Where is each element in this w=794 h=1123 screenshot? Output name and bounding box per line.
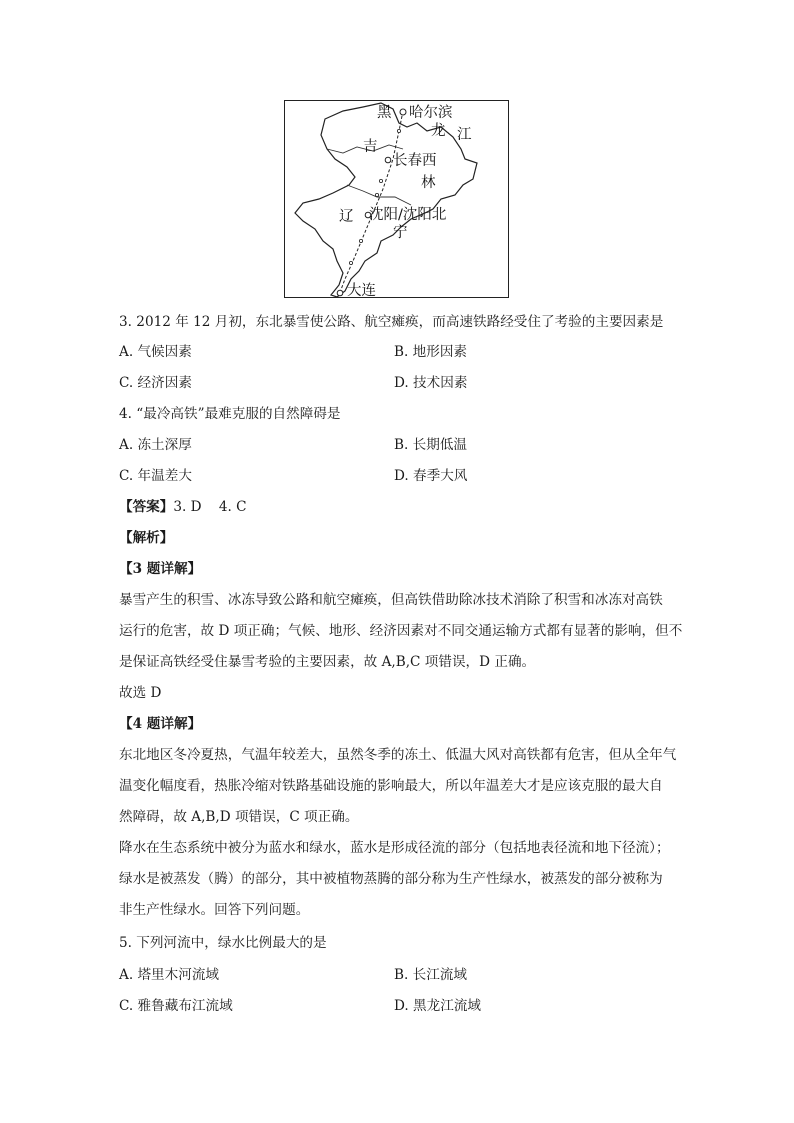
map-outline-svg bbox=[285, 101, 509, 298]
q4-detail-label: 【4 题详解】 bbox=[119, 716, 202, 732]
answer-line bbox=[119, 498, 247, 516]
q3-detail-line-2: 运行的危害，故 D 项正确；气候、地形、经济因素对不同交通运输方式都有显著的影响，但不 bbox=[119, 623, 683, 639]
q4-detail-line-3: 然障碍，故 A,B,D 项错误，C 项正确。 bbox=[119, 809, 359, 825]
answer-value: 3. D 4. C bbox=[173, 499, 247, 515]
railway-map bbox=[284, 100, 509, 298]
map-label-changchunxi: 长春西 bbox=[393, 153, 437, 169]
map-label-ji: 吉 bbox=[363, 139, 378, 155]
question-3-option-d[interactable]: D. 技术因素 bbox=[394, 375, 468, 391]
station-minor bbox=[379, 179, 382, 182]
q3-detail-line-1: 暴雪产生的积雪、冰冻导致公路和航空瘫痪，但高铁借助除冰技术消除了积雪和冰冻对高铁 bbox=[119, 592, 663, 608]
question-4-option-d[interactable]: D. 春季大风 bbox=[394, 468, 468, 484]
map-label-jiang: 江 bbox=[457, 127, 472, 143]
intro-line-3: 非生产性绿水。回答下列问题。 bbox=[119, 902, 310, 918]
question-3-stem: 3. 2012 年 12 月初，东北暴雪使公路、航空瘫痪，而高速铁路经受住了考验的主要因素是 bbox=[119, 314, 664, 330]
station-dalian bbox=[337, 290, 343, 296]
station-minor bbox=[349, 261, 352, 264]
question-5-option-b[interactable]: B. 长江流域 bbox=[394, 967, 468, 983]
map-label-lin: 林 bbox=[421, 175, 436, 191]
q4-detail-line-2: 温变化幅度看，热胀冷缩对铁路基础设施的影响最大，所以年温差大才是应该克服的最大自 bbox=[119, 778, 663, 794]
station-minor bbox=[397, 129, 400, 132]
question-3-option-a[interactable]: A. 气候因素 bbox=[119, 344, 192, 360]
station-minor bbox=[359, 239, 362, 242]
question-4-option-c[interactable]: C. 年温差大 bbox=[119, 468, 192, 484]
station-minor bbox=[375, 193, 378, 196]
map-label-hei: 黑 bbox=[377, 105, 392, 121]
q3-choice: 故选 D bbox=[119, 685, 162, 701]
question-5-option-c[interactable]: C. 雅鲁藏布江流域 bbox=[119, 998, 233, 1014]
question-5-option-d[interactable]: D. 黑龙江流域 bbox=[394, 998, 482, 1014]
question-3-option-c[interactable]: C. 经济因素 bbox=[119, 375, 192, 391]
q3-detail-label: 【3 题详解】 bbox=[119, 561, 202, 577]
map-label-long: 龙 bbox=[431, 123, 446, 139]
question-4-option-b[interactable]: B. 长期低温 bbox=[394, 437, 468, 453]
q3-detail-line-3: 是保证高铁经受住暴雪考验的主要因素，故 A,B,C 项错误，D 正确。 bbox=[119, 654, 536, 670]
map-label-harbin: 哈尔滨 bbox=[409, 105, 453, 121]
q4-detail-line-1: 东北地区冬冷夏热，气温年较差大，虽然冬季的冻土、低温大风对高铁都有危害，但从全年气 bbox=[119, 747, 677, 763]
region-boundary bbox=[295, 103, 477, 297]
question-3-option-b[interactable]: B. 地形因素 bbox=[394, 344, 468, 360]
question-5-stem: 5. 下列河流中，绿水比例最大的是 bbox=[119, 935, 327, 951]
map-label-ning: 宁 bbox=[393, 225, 408, 241]
intro-line-2: 绿水是被蒸发（腾）的部分，其中被植物蒸腾的部分称为生产性绿水，被蒸发的部分被称为 bbox=[119, 871, 663, 887]
station-changchunxi bbox=[385, 157, 391, 163]
question-4-stem: 4. “最冷高铁”最难克服的自然障碍是 bbox=[119, 406, 341, 422]
map-label-shenyang: 沈阳/沈阳北 bbox=[369, 207, 447, 223]
intro-line-1: 降水在生态系统中被分为蓝水和绿水，蓝水是形成径流的部分（包括地表径流和地下径流）； bbox=[119, 840, 670, 856]
analysis-label: 【解析】 bbox=[119, 530, 174, 546]
question-4-option-a[interactable]: A. 冻土深厚 bbox=[119, 437, 192, 453]
question-5-option-a[interactable]: A. 塔里木河流域 bbox=[119, 967, 220, 983]
station-harbin bbox=[400, 109, 406, 115]
answer-label: 【答案】 bbox=[119, 499, 174, 515]
map-label-liao: 辽 bbox=[339, 209, 354, 225]
map-label-dalian: 大连 bbox=[347, 283, 376, 298]
